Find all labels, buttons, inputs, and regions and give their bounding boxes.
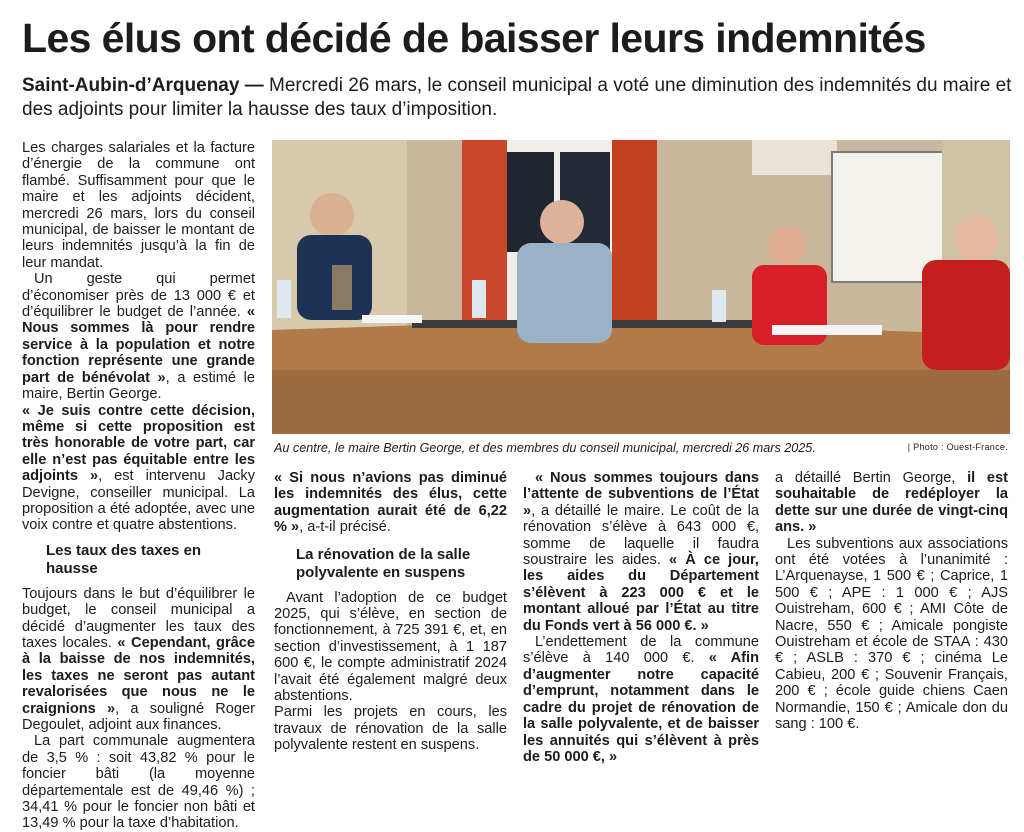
- column-1: [22, 140, 255, 832]
- standfirst-text: Mercredi 26 mars, le conseil municipal a voté une diminution des indemnités du maire et des adjoints pour limiter la hausse des taux d’imposition.: [22, 75, 1012, 120]
- column-3: [523, 470, 759, 765]
- photo-credit: | Photo : Ouest-France.: [907, 442, 1008, 452]
- quote: « Si nous n’avions pas diminué les indemnités des élus, cette augmentation aurait été de 6,22 % »: [274, 470, 507, 536]
- paragraph: [523, 634, 759, 765]
- text: a détaillé Bertin George,: [775, 470, 968, 486]
- quote: « Afin d’augmenter notre capacité d’emprunt, notamment dans le cadre du projet de rénovation de la salle polyvalente, et de baisser les annuités qui s’élèvent à près de 50 000 €, »: [523, 650, 759, 765]
- dateline: Saint-Aubin-d’Arquenay —: [22, 75, 264, 96]
- paragraph: [274, 470, 507, 536]
- paragraph: [22, 586, 255, 734]
- quote: « Je suis contre cette décision, même si cette proposition est très honorable de votre part, car elle n’est pas équitable entre les adjoints »: [22, 402, 255, 485]
- subheading: Les taux des taxes en hausse: [46, 541, 202, 577]
- text: L’endettement de la commune s’élève à 140 000 €.: [523, 634, 759, 667]
- paragraph: Les charges salariales et la facture d’énergie de la commune ont flambé. Suffisamment pour que le maire et les adjoints décident, mercredi 26 mars, lors du conseil municipal, de baisser le montant de leurs indemnités jusqu’à la fin de leur mandat.: [22, 140, 255, 271]
- standfirst: [22, 74, 1012, 122]
- quote: « Cependant, grâce à la baisse de nos indemnités, les taxes ne seront pas autant revalorisées que nous ne le craignions »: [22, 634, 255, 717]
- paragraph: La part communale augmentera de 3,5 % : soit 43,82 % pour le foncier bâti (la moyenne départementale est de 49,46 %) ; 34,41 % pour le foncier non bâti et 13,49 % pour la taxe d’habitation.: [22, 733, 255, 832]
- photo-caption: Au centre, le maire Bertin George, et des membres du conseil municipal, mercredi 26 mars 2025.: [274, 441, 816, 455]
- text: , est intervenu Jacky Devigne, conseiller municipal. La proposition a été adoptée, avec une voix contre et quatre abstentions.: [22, 468, 255, 534]
- text: , a souligné Roger Degoulet, adjoint aux finances.: [22, 700, 256, 733]
- column-2: [274, 470, 507, 754]
- headline: Les élus ont décidé de baisser leurs indemnités: [22, 15, 926, 61]
- paragraph: [523, 470, 759, 634]
- paragraph: Avant l’adoption de ce budget 2025, qui s’élève, en section de fonctionnement, à 725 391 €, et, en section d’investissement, à 1 187 600 €, le compte administratif 2024 l’avait été également malgré deux abstentions.: [274, 589, 507, 705]
- photo-council-meeting: [272, 140, 1010, 434]
- column-4: [775, 470, 1008, 733]
- subheading: La rénovation de la salle polyvalente en suspens: [296, 545, 471, 581]
- meeting-photo-icon: [272, 140, 1010, 434]
- text: Un geste qui permet d’économiser près de 13 000 € et d’équilibrer le budget de l’année.: [22, 271, 255, 321]
- paragraph: [775, 470, 1008, 536]
- text: , a estimé le maire, Bertin George.: [22, 369, 255, 403]
- quote: « Nous sommes toujours dans l’attente de subventions de l’État »: [523, 470, 759, 519]
- paragraph: Parmi les projets en cours, les travaux de rénovation de la salle polyvalente restent en suspens.: [274, 704, 507, 754]
- quote: « À ce jour, les aides du Département s’élèvent à 223 000 € et le montant alloué par l’État au titre du Fonds vert à 56 000 €. »: [523, 552, 759, 634]
- paragraph: [22, 271, 255, 402]
- quote: « Nous sommes là pour rendre service à la population et notre fonction représente une grande part de bénévolat »: [22, 304, 255, 386]
- paragraph: Les subventions aux associations ont été votées à l’unanimité : L’Arquenayse, 1 500 € ; Caprice, 1 500 € ; APE : 1 000 € ; AJS Ouistreham, 600 € ; AMI Côte de Nacre, 550 € ; Amicale pongiste Ouistreham et école de STAA : 430 € ; ASLB : 370 € ; cinéma Le Cabieu, 200 € ; Souvenir Français, 200 € ; école guide chiens Caen Normandie, 150 € ; Amicale don du sang : 100 €.: [775, 535, 1008, 733]
- text: Toujours dans le but d’équilibrer le budget, le conseil municipal a décidé d’augmenter les taux des taxes locales.: [22, 585, 255, 651]
- quote: il est souhaitable de redéployer la dette sur une durée de vingt-cinq ans. »: [775, 470, 1008, 536]
- text: , a détaillé le maire. Le coût de la rénovation s’élève à 643 000 €, somme de laquelle il faudra soustraire les aides.: [523, 502, 759, 569]
- paragraph: [22, 403, 255, 534]
- text: , a-t-il précisé.: [299, 519, 391, 536]
